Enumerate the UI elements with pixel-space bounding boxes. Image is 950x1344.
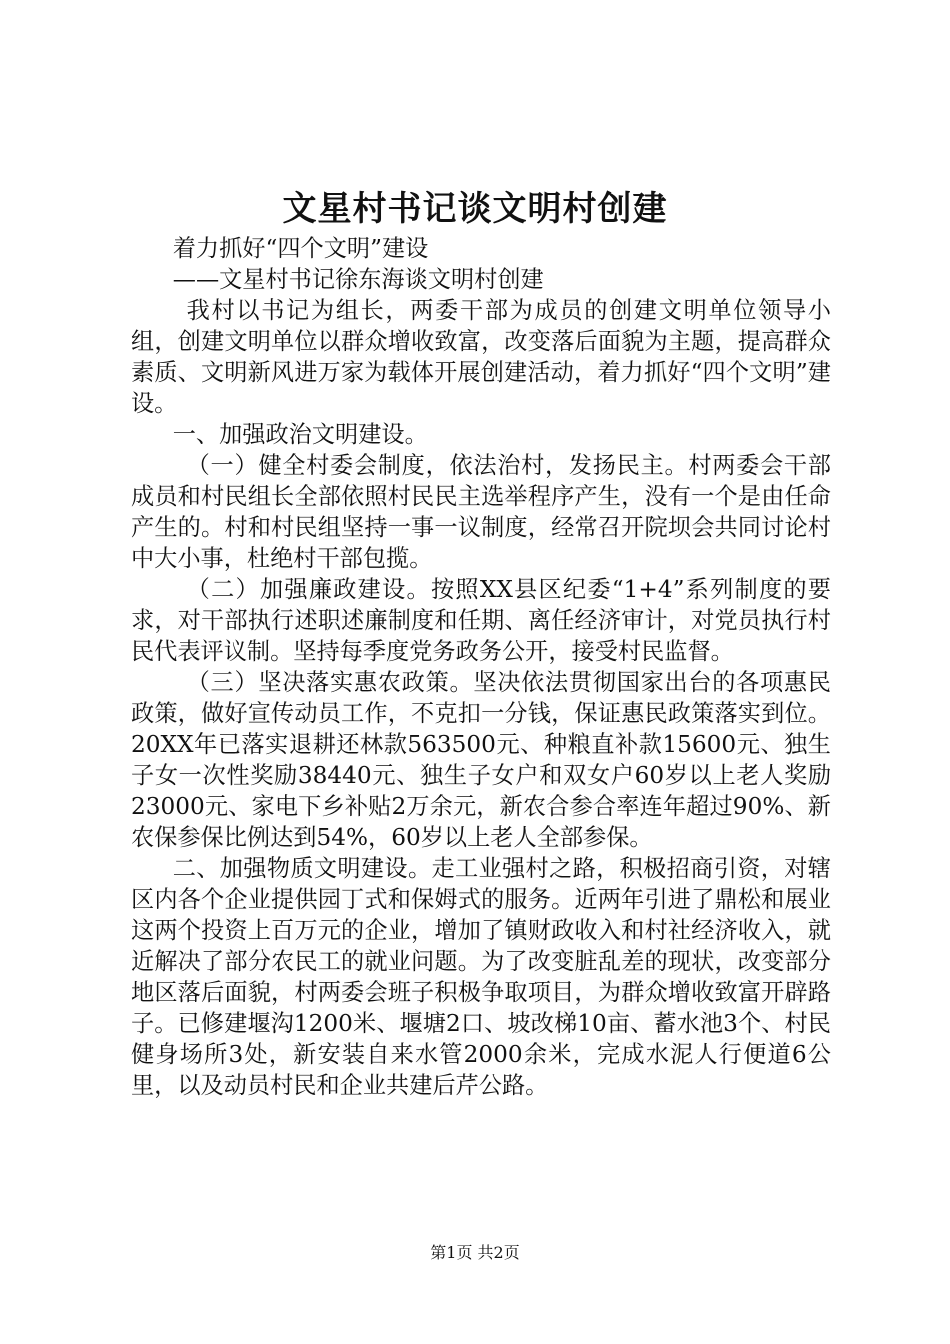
paragraph-item-2: （二）加强廉政建设。按照XX县区纪委“1+4”系列制度的要求，对干部执行述职述廉制度和任期、离任经济审计，对党员执行村民代表评议制。坚持每季度党务政务公开，接受村民监督。 [131, 576, 831, 665]
section-heading-political: 一、加强政治文明建设。 [172, 421, 428, 448]
document-title: 文星村书记谈文明村创建 [282, 189, 668, 229]
subtitle-line-1: 着力抓好“四个文明”建设 [172, 235, 429, 262]
page-footer: 第1页 共2页 [430, 1243, 520, 1262]
paragraph-intro: 我村以书记为组长，两委干部为成员的创建文明单位领导小组，创建文明单位以群众增收致富，改变落后面貌为主题，提高群众素质、文明新风进万家为载体开展创建活动，着力抓好“四个文明”建设。 [131, 297, 831, 417]
document-body [131, 233, 831, 1101]
paragraph-material: 二、加强物质文明建设。走工业强村之路，积极招商引资，对辖区内各个企业提供园丁式和保姆式的服务。近两年引进了鼎松和展业这两个投资上百万元的企业，增加了镇财政收入和村社经济收入，就近解决了部分农民工的就业问题。为了改变脏乱差的现状，改变部分地区落后面貌，村两委会班子积极争取项目，为群众增收致富开辟路子。已修建堰沟1200米、堰塘2口、坡改梯10亩、蓄水池3个、村民健身场所3处，新安装自来水管2000余米，完成水泥人行便道6公里，以及动员村民和企业共建后芹公路。 [131, 855, 831, 1099]
subtitle-line-2: ——文星村书记徐东海谈文明村创建 [172, 266, 544, 293]
paragraph-item-1: （一）健全村委会制度，依法治村，发扬民主。村两委会干部成员和村民组长全部依照村民民主选举程序产生，没有一个是由任命产生的。村和村民组坚持一事一议制度，经常召开院坝会共同讨论村中大小事，杜绝村干部包揽。 [131, 452, 831, 572]
paragraph-item-3: （三）坚决落实惠农政策。坚决依法贯彻国家出台的各项惠民政策，做好宣传动员工作，不克扣一分钱，保证惠民政策落实到位。20XX年已落实退耕还林款563500元、种粮直补款15600元、独生子女一次性奖励38440元、独生子女户和双女户60岁以上老人奖励23000元、家电下乡补贴2万余元，新农合参合率连年超过90%、新农保参保比例达到54%，60岁以上老人全部参保。 [131, 669, 831, 851]
